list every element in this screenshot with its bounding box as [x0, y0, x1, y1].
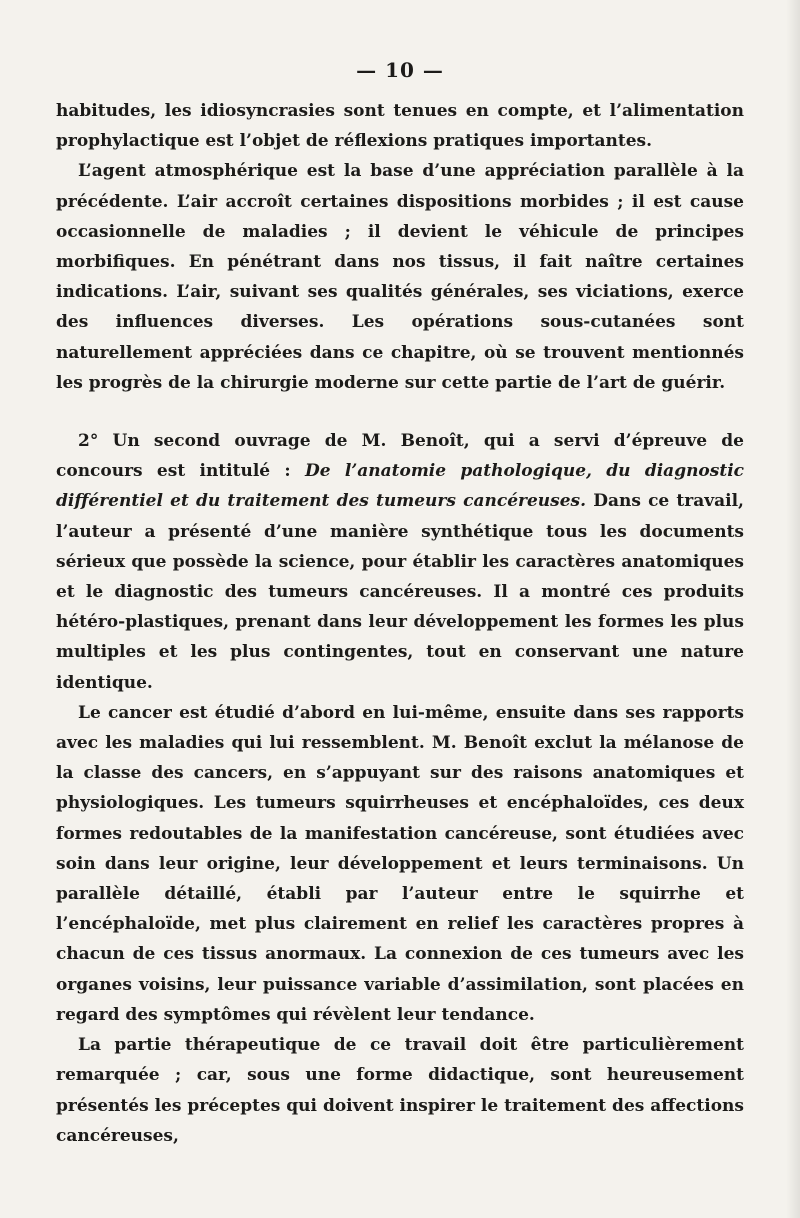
paragraph-gap	[56, 398, 744, 426]
page-edge-shadow	[786, 0, 800, 1218]
page-number: — 10 —	[356, 58, 444, 82]
paragraph-partie-therapeutique: La partie thérapeutique de ce travail doit être particulièrement remarquée ; car, sous une forme didactique, sont heureusement présentés les préceptes qui doivent inspirer le traitement des affections cancéreuses,	[56, 1035, 744, 1146]
second-ouvrage-body: Dans ce travail, l’auteur a présenté d’une manière synthétique tous les documents sérieux que possède la science, pour établir les caractères anatomiques et le diagnostic des tumeurs cancéreuses. Il a montré ces produits hétéro-plastiques, prenant dans leur développement les formes les plus multiples et les plus contingentes, tout en conservant une nature identique.	[56, 491, 744, 693]
paragraph-agent-atmospherique: L’agent atmosphérique est la base d’une appréciation parallèle à la précédente. L’air accroît certaines dispositions morbides ; il est cause occasionnelle de maladies ; il devient le véhicule de principes morbifiques. En pénétrant dans nos tissus, il fait naître certaines indications. L’air, suivant ses qualités générales, ses viciations, exerce des influences diverses. Les opérations sous-cutanées sont naturellement appréciées dans ce chapitre, où se trouvent mentionnés les progrès de la chirurgie moderne sur cette partie de l’art de guérir.	[56, 161, 744, 393]
paragraph-second-ouvrage	[56, 426, 744, 698]
work-title: De l’anatomie pathologique, du diagnostic différentiel et du traitement des tumeurs cancéreuses.	[56, 461, 745, 512]
paragraph-habitudes: habitudes, les idiosyncrasies sont tenues en compte, et l’alimentation prophylactique est l’objet de réflexions pratiques importantes.	[56, 101, 744, 152]
paragraph-cancer-etudie: Le cancer est étudié d’abord en lui-même, ensuite dans ses rapports avec les maladies qui lui ressemblent. M. Benoît exclut la mélanose de la classe des cancers, en s’appuyant sur des raisons anatomiques et physiologiques. Les tumeurs squirrheuses et encéphaloïdes, ces deux formes redoutables de la manifestation cancéreuse, sont étudiées avec soin dans leur origine, leur développement et leurs terminaisons. Un parallèle détaillé, établi par l’auteur entre le squirrhe et l’encéphaloïde, met plus clairement en relief les caractères propres à chacun de ces tissus anormaux. La connexion de ces tumeurs avec les organes voisins, leur puissance variable d’assimilation, sont placées en regard des symptômes qui révèlent leur tendance.	[56, 702, 744, 1025]
second-ouvrage-intro: 2° Un second ouvrage de M. Benoît, qui a servi d’épreuve de concours est intitulé :	[56, 431, 744, 482]
